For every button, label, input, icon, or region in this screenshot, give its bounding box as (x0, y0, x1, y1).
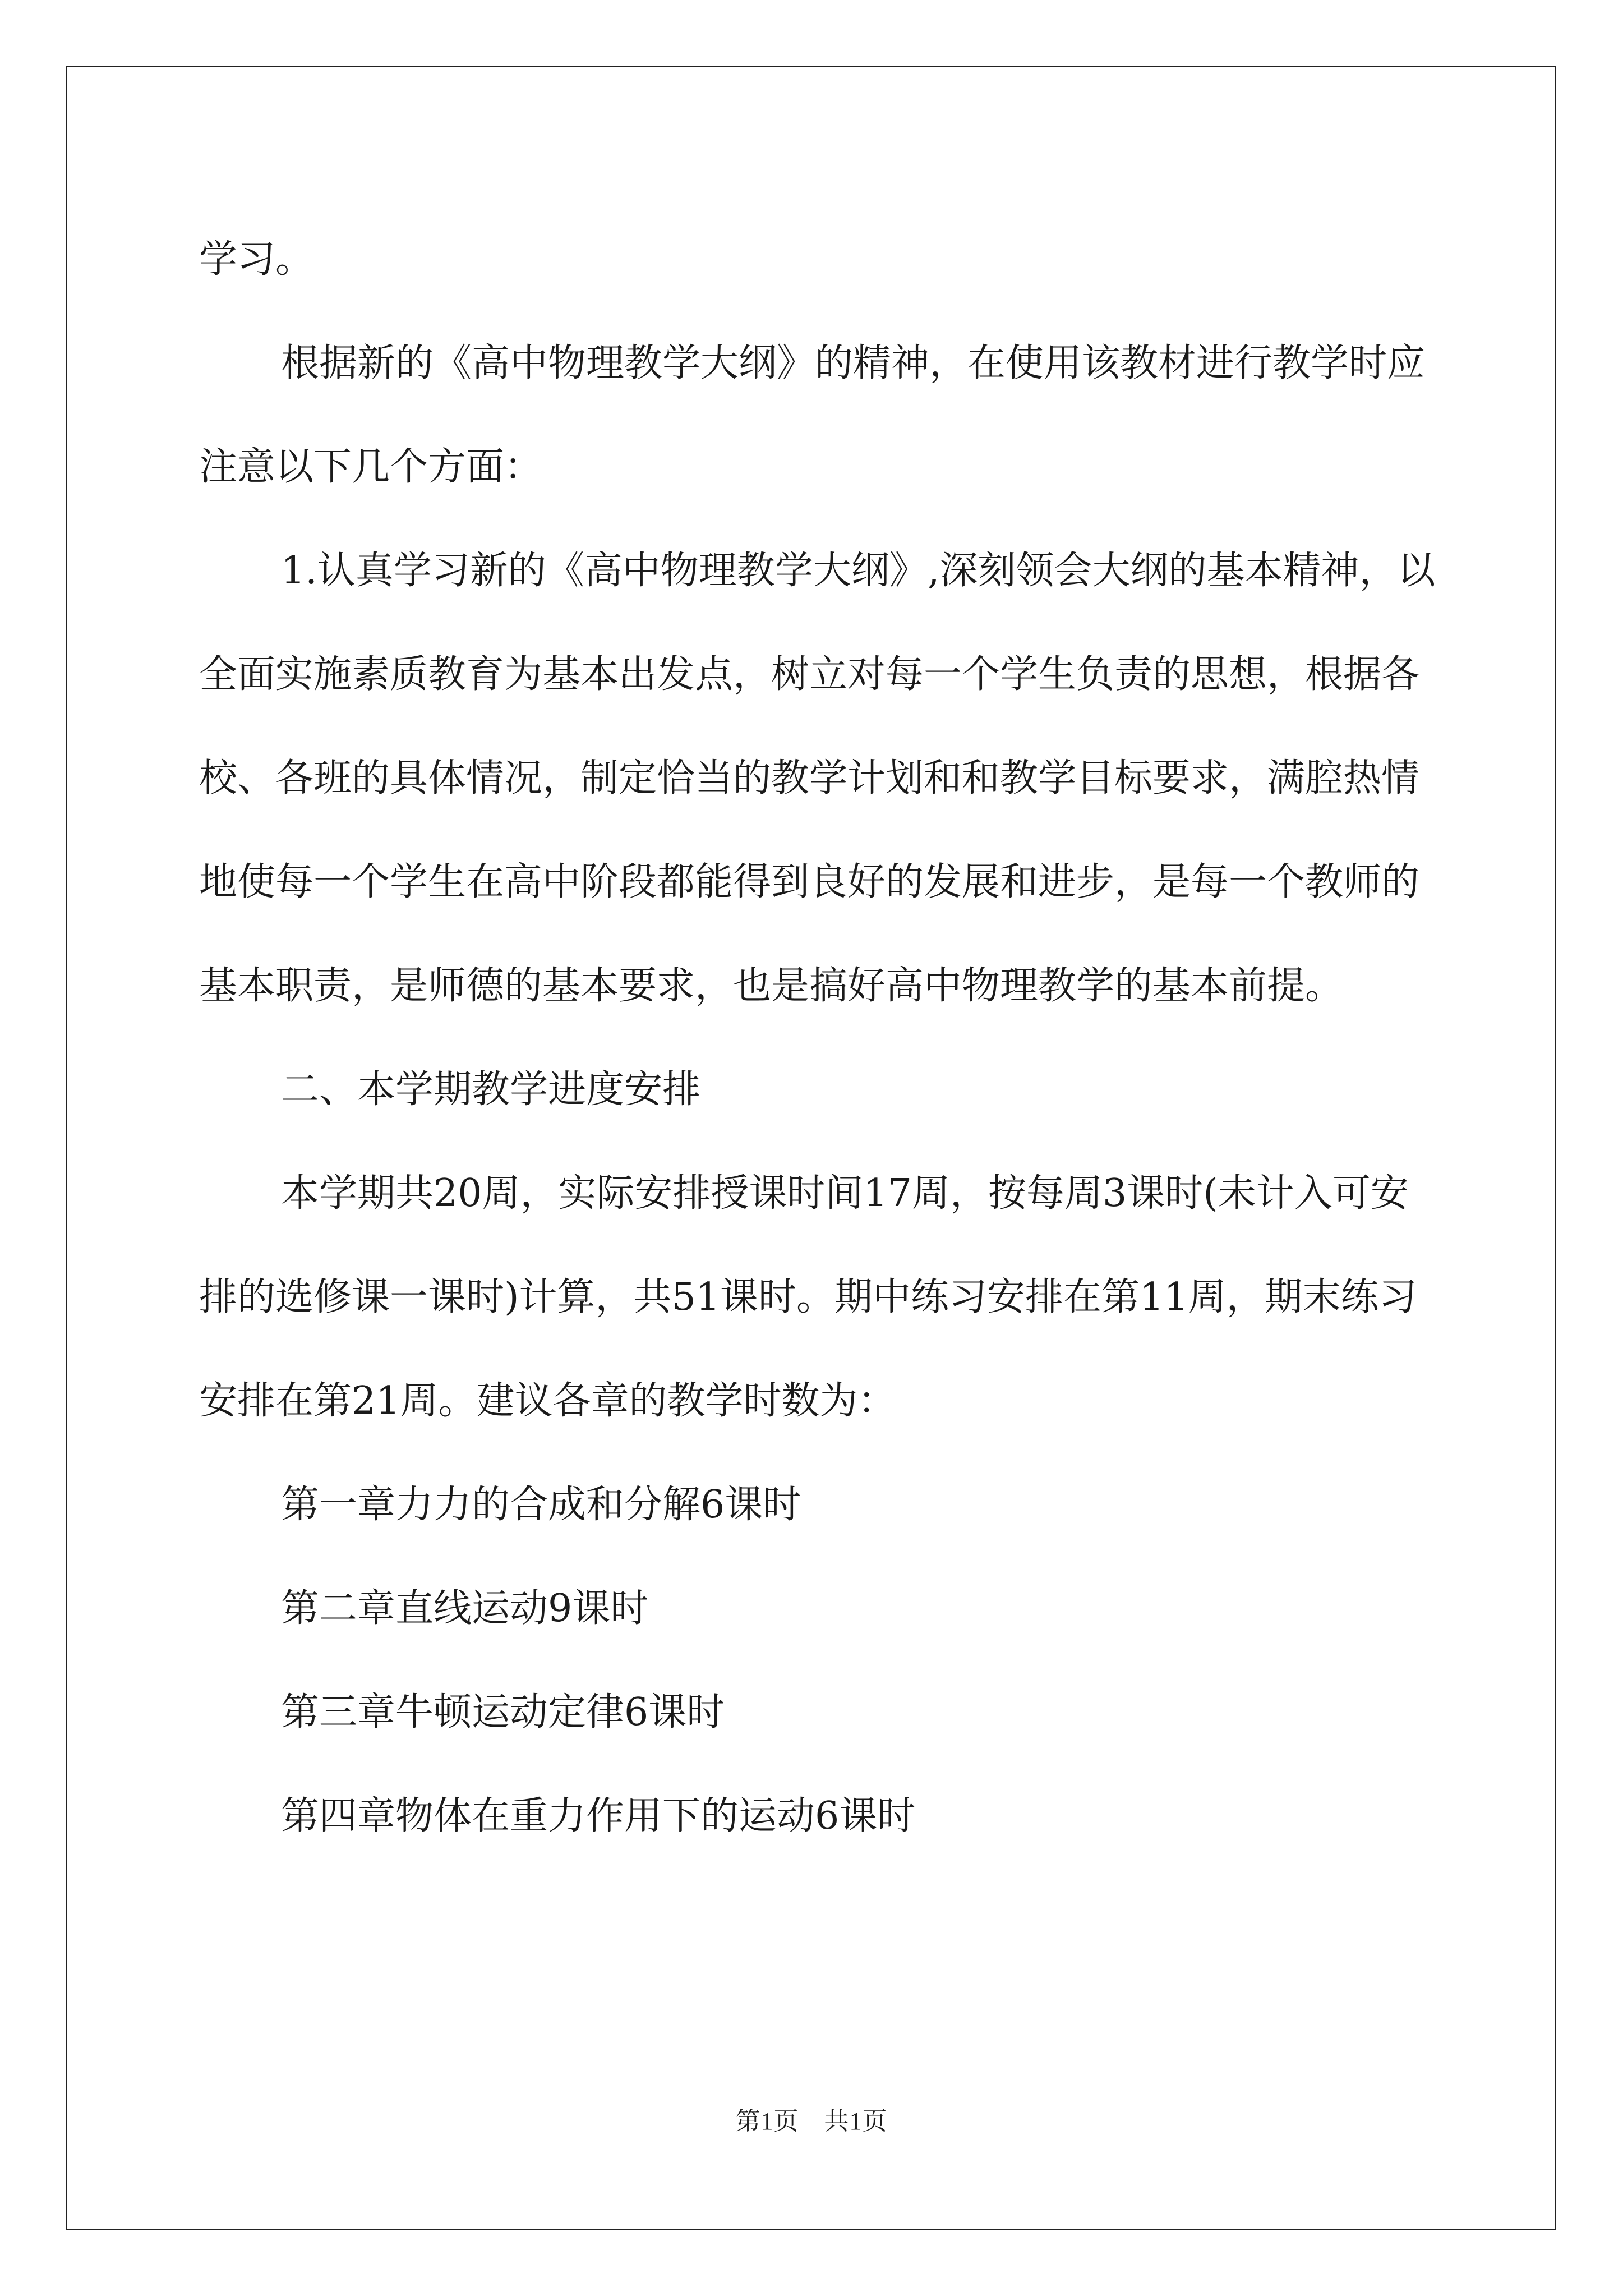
paragraph-schedule: 本学期共20周，实际安排授课时间17周，按每周3课时(未计入可安排的选修课一课时)计算，共51课时。期中练习安排在第11周，期末练习安排在第21周。建议各章的教学时数为： (199, 1171, 1417, 1423)
paragraph-intro: 根据新的《高中物理教学大纲》的精神，在使用该教材进行教学时应注意以下几个方面： (199, 341, 1426, 489)
chapter-item: 第二章直线运动9课时 (281, 1586, 649, 1631)
page-footer: 第1页 共1页 (735, 2108, 888, 2135)
paragraph-point-1: 1.认真学习新的《高中物理教学大纲》,深刻领会大纲的基本精神，以全面实施素质教育为基本出发点，树立对每一个学生负责的思想，根据各校、各班的具体情况，制定恰当的教学计划和和教学目标要求，满腔热情地使每一个学生在高中阶段都能得到良好的发展和进步，是每一个教师的基本职责，是师德的基本要求，也是搞好高中物理教学的基本前提。 (199, 549, 1436, 1008)
chapter-item: 第三章牛顿运动定律6课时 (281, 1690, 725, 1734)
section-heading: 二、本学期教学进度安排 (281, 1068, 701, 1112)
document-body (199, 208, 1438, 1868)
paragraph-continuation: 学习。 (199, 237, 314, 282)
chapter-item: 第四章物体在重力作用下的运动6课时 (281, 1794, 916, 1838)
chapter-item: 第一章力力的合成和分解6课时 (281, 1483, 801, 1527)
